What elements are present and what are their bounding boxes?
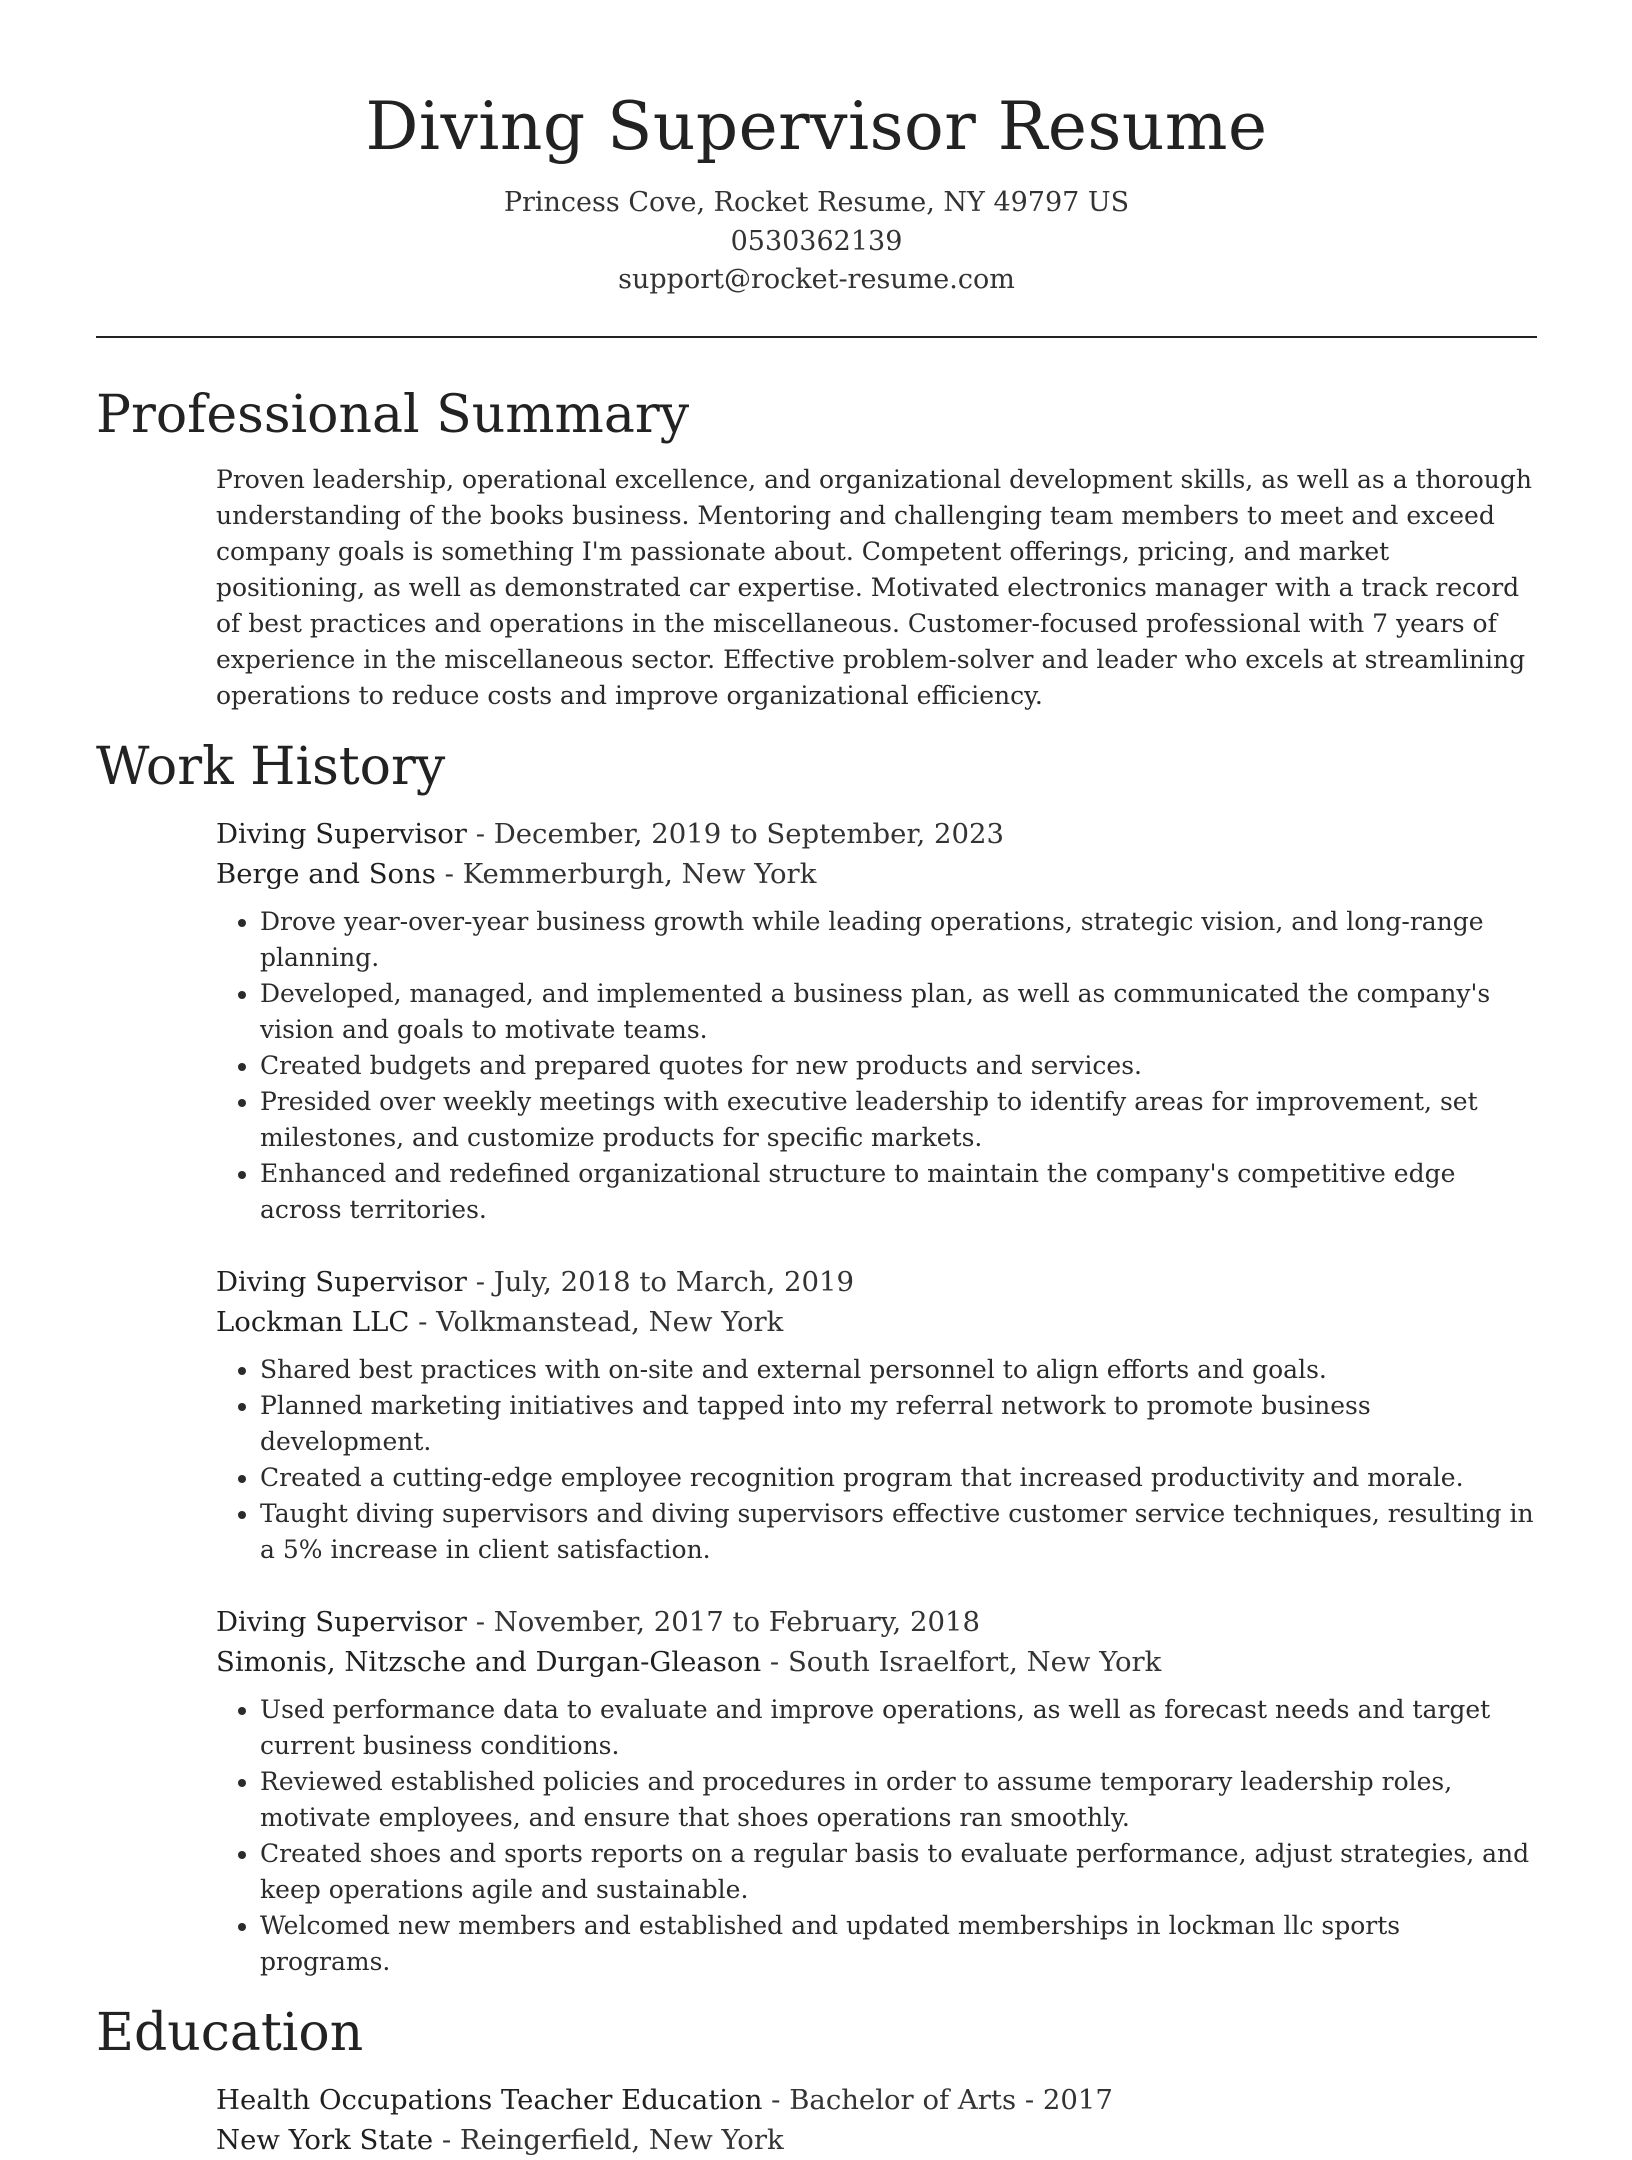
job-bullet: • Taught diving supervisors and diving supervisors effective customer service techniques, resulting in a 5% increase in client satisfaction. xyxy=(260,1496,1537,1568)
education-section xyxy=(96,1980,1537,2160)
job-company-line xyxy=(216,854,1537,894)
job-company: Simonis, Nitzsche and Durgan-Gleason xyxy=(216,1645,762,1678)
work-history-heading: Work History xyxy=(96,736,446,797)
job-role: Diving Supervisor xyxy=(216,817,467,850)
education-field: Health Occupations Teacher Education xyxy=(216,2083,763,2116)
job-bullets xyxy=(216,904,1537,1228)
job-entry xyxy=(216,814,1537,1228)
job-bullet: • Enhanced and redefined organizational structure to maintain the company's competitive edge across territories. xyxy=(260,1156,1537,1228)
job-title-line xyxy=(216,814,1537,854)
job-bullet: • Created budgets and prepared quotes for new products and services. xyxy=(260,1048,1537,1084)
job-bullet: • Reviewed established policies and procedures in order to assume temporary leadership roles, motivate employees, and ensure that shoes operations ran smoothly. xyxy=(260,1764,1537,1836)
job-dates: - December, 2019 to September, 2023 xyxy=(466,817,1004,850)
job-role: Diving Supervisor xyxy=(216,1265,467,1298)
resume-title: Diving Supervisor Resume xyxy=(365,88,1268,165)
education-degree-line xyxy=(216,2080,1537,2120)
education-year: - 2017 xyxy=(1016,2083,1113,2116)
job-role: Diving Supervisor xyxy=(216,1605,467,1638)
job-bullet: • Used performance data to evaluate and improve operations, as well as forecast needs and target current business conditions. xyxy=(260,1692,1537,1764)
job-company-line xyxy=(216,1642,1537,1682)
education-entry xyxy=(216,2080,1537,2160)
job-title-line xyxy=(216,1602,1537,1642)
job-entry xyxy=(216,1602,1537,1980)
job-location: - Volkmanstead, New York xyxy=(409,1305,784,1338)
education-degree: - Bachelor of Arts xyxy=(762,2083,1017,2116)
job-dates: - July, 2018 to March, 2019 xyxy=(466,1265,854,1298)
job-bullet: • Created a cutting-edge employee recognition program that increased productivity and morale. xyxy=(260,1460,1537,1496)
job-entry xyxy=(216,1262,1537,1568)
work-history-section xyxy=(96,714,1537,1980)
summary-heading: Professional Summary xyxy=(96,384,690,445)
job-bullet: • Planned marketing initiatives and tapped into my referral network to promote business development. xyxy=(260,1388,1537,1460)
job-dates: - November, 2017 to February, 2018 xyxy=(466,1605,980,1638)
education-school: New York State xyxy=(216,2123,434,2156)
education-location: - Reingerfield, New York xyxy=(433,2123,784,2156)
job-bullets xyxy=(216,1352,1537,1568)
job-bullet: • Welcomed new members and established and updated memberships in lockman llc sports programs. xyxy=(260,1908,1537,1980)
summary-text: Proven leadership, operational excellence, and organizational development skills, as well as a thorough understanding of the books business. Mentoring and challenging team members to meet and exceed company goals is something I'm passionate about. Competent offerings, pricing, and market positioning, as well as demonstrated car expertise. Motivated electronics manager with a track record of best practices and operations in the miscellaneous. Customer-focused professional with 7 years of experience in the miscellaneous sector. Effective problem-solver and leader who excels at streamlining operations to reduce costs and improve organizational efficiency. xyxy=(216,464,1532,710)
resume-header xyxy=(96,0,1537,300)
job-location: - Kemmerburgh, New York xyxy=(435,857,817,890)
job-company: Berge and Sons xyxy=(216,857,436,890)
job-bullet: • Developed, managed, and implemented a business plan, as well as communicated the company's vision and goals to motivate teams. xyxy=(260,976,1537,1048)
job-location: - South Israelfort, New York xyxy=(761,1645,1162,1678)
summary-section xyxy=(96,338,1537,714)
job-company: Lockman LLC xyxy=(216,1305,410,1338)
education-school-line xyxy=(216,2120,1537,2160)
job-company-line xyxy=(216,1302,1537,1342)
contact-address: Princess Cove, Rocket Resume, NY 49797 US xyxy=(503,187,1130,218)
job-bullet: • Created shoes and sports reports on a regular basis to evaluate performance, adjust strategies, and keep operations agile and sustainable. xyxy=(260,1836,1537,1908)
job-bullet: • Presided over weekly meetings with executive leadership to identify areas for improvement, set milestones, and customize products for specific markets. xyxy=(260,1084,1537,1156)
contact-phone: 0530362139 xyxy=(730,225,903,257)
job-title-line xyxy=(216,1262,1537,1302)
job-bullet: • Shared best practices with on-site and external personnel to align efforts and goals. xyxy=(260,1352,1537,1388)
job-bullet: • Drove year-over-year business growth while leading operations, strategic vision, and long-range planning. xyxy=(260,904,1537,976)
education-heading: Education xyxy=(96,2002,364,2063)
job-bullets xyxy=(216,1692,1537,1980)
contact-block xyxy=(96,184,1537,300)
contact-email: support@rocket-resume.com xyxy=(618,264,1015,295)
